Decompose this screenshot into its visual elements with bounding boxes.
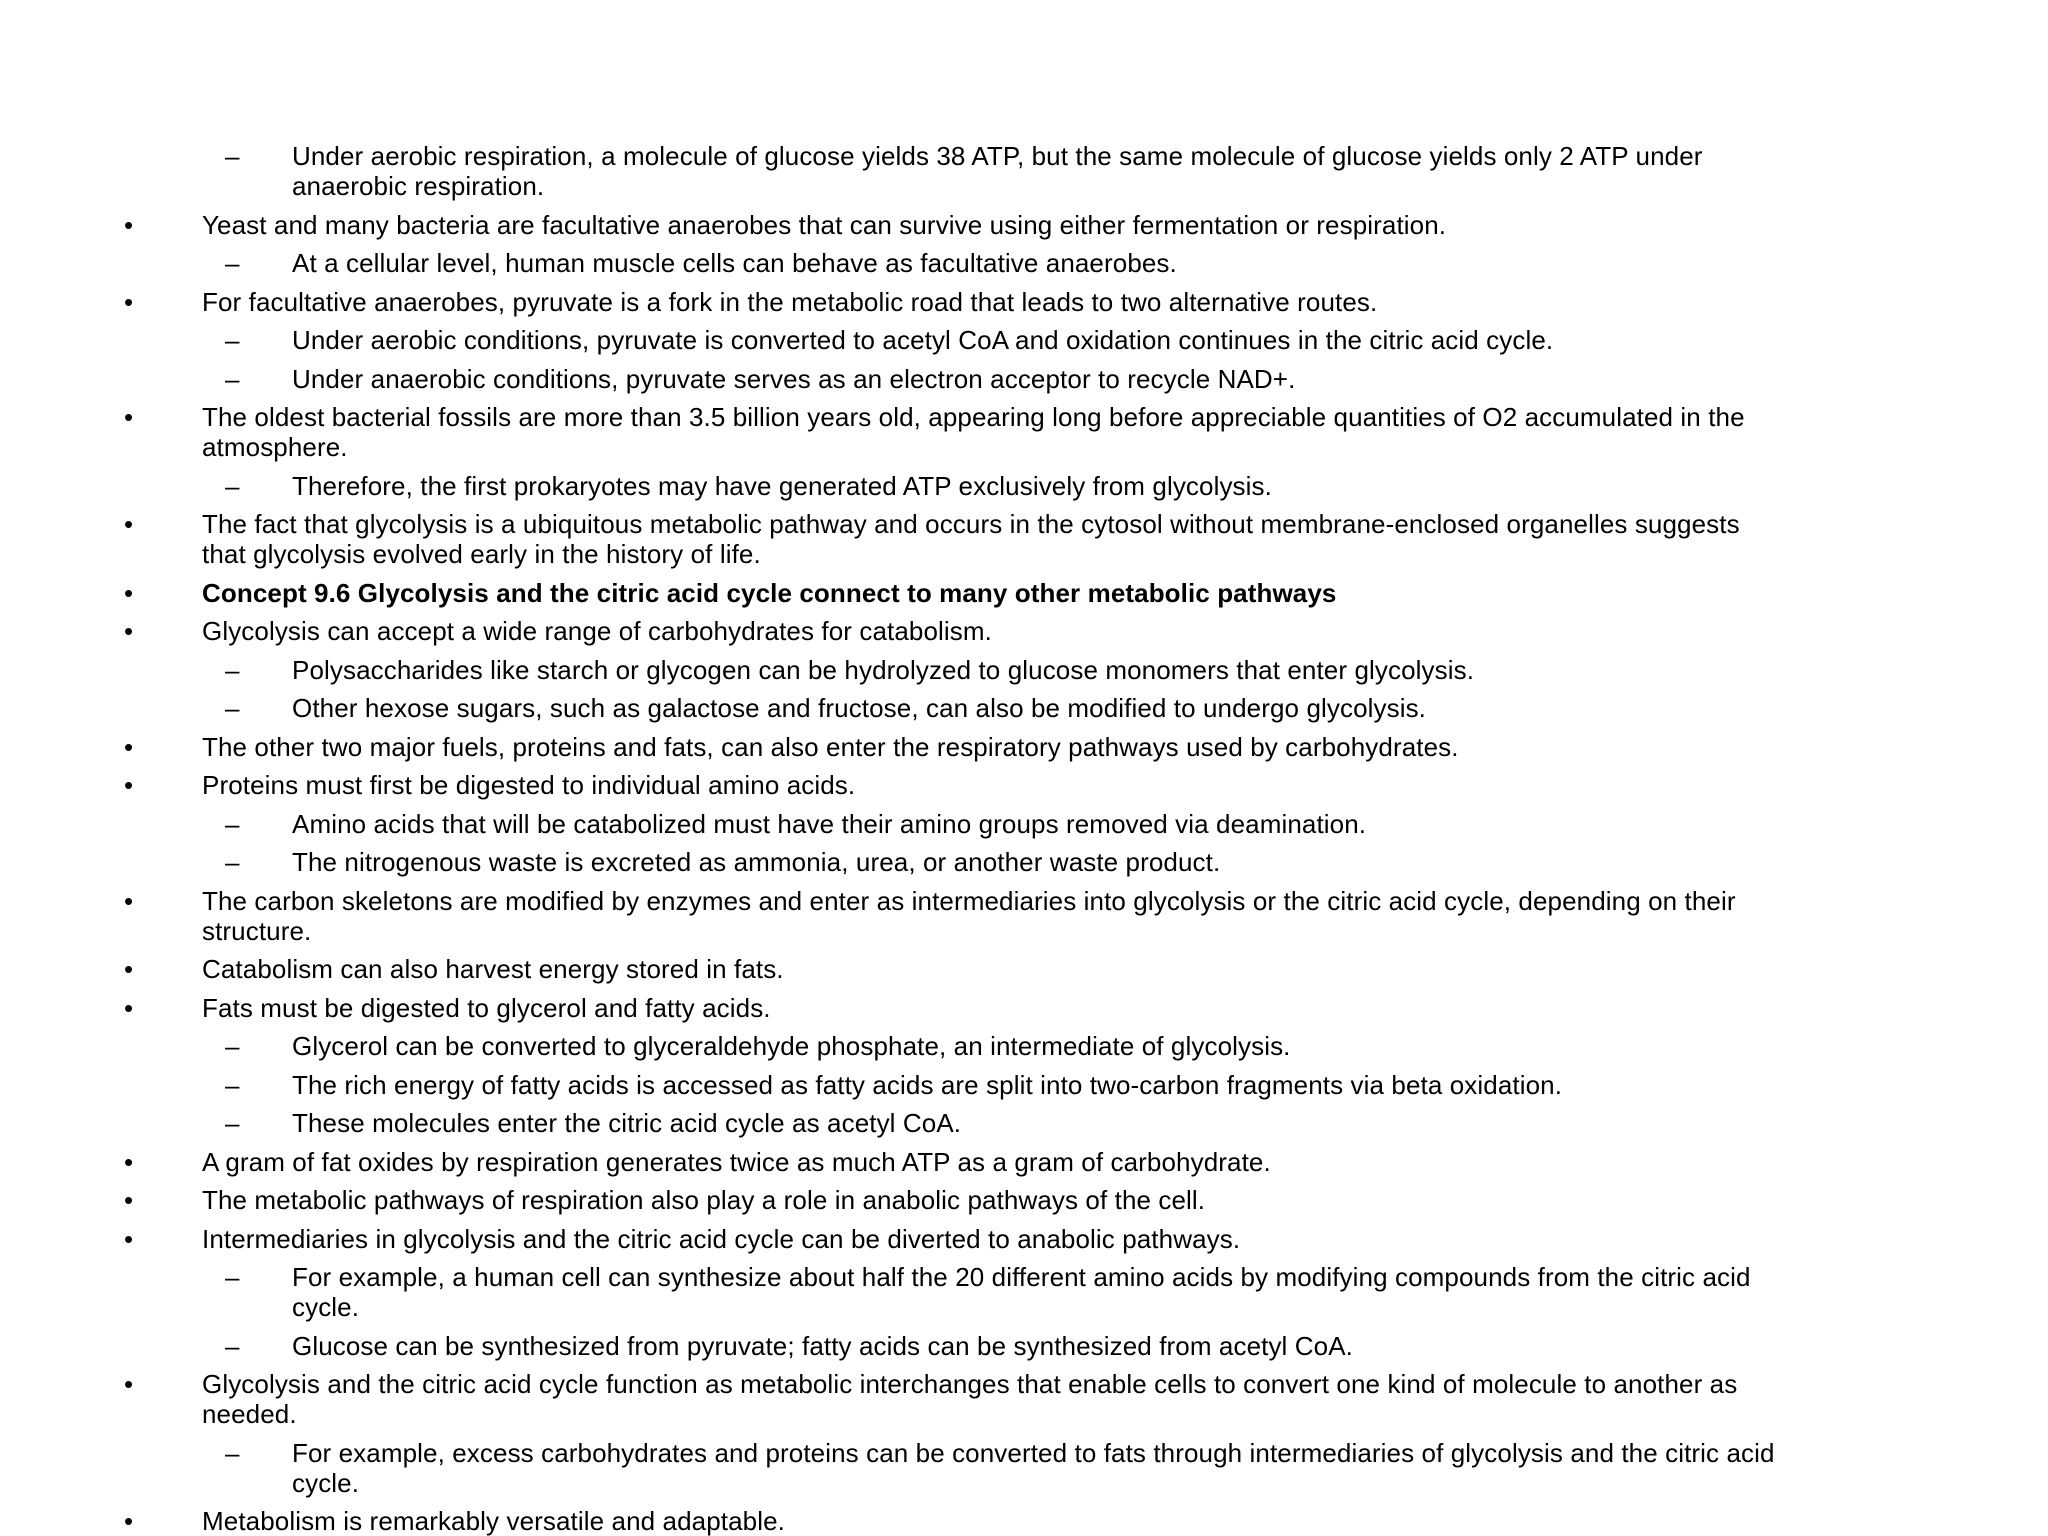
bullet-marker: • — [124, 1147, 134, 1177]
item-text: needed. — [202, 1399, 297, 1429]
dash-marker: – — [225, 364, 240, 394]
bullet-marker: • — [124, 993, 134, 1023]
dash-marker: – — [225, 1070, 240, 1100]
item-text: Glycolysis can accept a wide range of carbohydrates for catabolism. — [202, 616, 992, 646]
item-text: The nitrogenous waste is excreted as ammonia, urea, or another waste product. — [292, 847, 1221, 877]
section-heading: Concept 9.6 Glycolysis and the citric acid cycle connect to many other metabolic pathways — [202, 578, 1337, 608]
bullet-marker: • — [124, 886, 134, 916]
dash-marker: – — [225, 847, 240, 877]
item-text: The oldest bacterial fossils are more than 3.5 billion years old, appearing long before appreciable quantities of O2 accumulated in the — [202, 402, 1745, 432]
item-text: Glucose can be synthesized from pyruvate; fatty acids can be synthesized from acetyl CoA. — [292, 1331, 1353, 1361]
item-text: The other two major fuels, proteins and fats, can also enter the respiratory pathways used by carbohydrates. — [202, 732, 1459, 762]
item-text: Therefore, the first prokaryotes may have generated ATP exclusively from glycolysis. — [292, 471, 1272, 501]
item-text: For facultative anaerobes, pyruvate is a fork in the metabolic road that leads to two alternative routes. — [202, 287, 1378, 317]
item-text: structure. — [202, 916, 312, 946]
item-text: A gram of fat oxides by respiration generates twice as much ATP as a gram of carbohydrate. — [202, 1147, 1271, 1177]
item-text: Fats must be digested to glycerol and fatty acids. — [202, 993, 771, 1023]
bullet-marker: • — [124, 770, 134, 800]
item-text: Glycerol can be converted to glyceraldehyde phosphate, an intermediate of glycolysis. — [292, 1031, 1291, 1061]
item-text: Glycolysis and the citric acid cycle function as metabolic interchanges that enable cells to convert one kind of molecule to another as — [202, 1369, 1738, 1399]
item-text: that glycolysis evolved early in the history of life. — [202, 539, 761, 569]
item-text: Metabolism is remarkably versatile and adaptable. — [202, 1506, 785, 1536]
dash-marker: – — [225, 471, 240, 501]
item-text: The carbon skeletons are modified by enzymes and enter as intermediaries into glycolysis or the citric acid cycle, depending on their — [202, 886, 1736, 916]
bullet-marker: • — [124, 578, 134, 608]
item-text: Under aerobic respiration, a molecule of glucose yields 38 ATP, but the same molecule of glucose yields only 2 ATP under — [292, 141, 1703, 171]
dash-marker: – — [225, 1262, 240, 1292]
item-text: Other hexose sugars, such as galactose and fructose, can also be modified to undergo glycolysis. — [292, 693, 1427, 723]
bullet-marker: • — [124, 616, 134, 646]
dash-marker: – — [225, 1031, 240, 1061]
item-text: cycle. — [292, 1468, 360, 1498]
bullet-marker: • — [124, 287, 134, 317]
item-text: Proteins must first be digested to individual amino acids. — [202, 770, 856, 800]
item-text: At a cellular level, human muscle cells can behave as facultative anaerobes. — [292, 248, 1177, 278]
item-text: anaerobic respiration. — [292, 171, 545, 201]
item-text: cycle. — [292, 1292, 360, 1322]
item-text: Amino acids that will be catabolized must have their amino groups removed via deamination. — [292, 809, 1367, 839]
item-text: Catabolism can also harvest energy stored in fats. — [202, 954, 784, 984]
item-text: Under aerobic conditions, pyruvate is converted to acetyl CoA and oxidation continues in the citric acid cycle. — [292, 325, 1554, 355]
item-text: The metabolic pathways of respiration also play a role in anabolic pathways of the cell. — [202, 1185, 1206, 1215]
bullet-marker: • — [124, 509, 134, 539]
dash-marker: – — [225, 1108, 240, 1138]
item-text: atmosphere. — [202, 432, 348, 462]
item-text: Under anaerobic conditions, pyruvate serves as an electron acceptor to recycle NAD+. — [292, 364, 1296, 394]
dash-marker: – — [225, 141, 240, 171]
dash-marker: – — [225, 809, 240, 839]
dash-marker: – — [225, 1331, 240, 1361]
bullet-marker: • — [124, 954, 134, 984]
bullet-marker: • — [124, 732, 134, 762]
bullet-marker: • — [124, 1185, 134, 1215]
bullet-marker: • — [124, 1369, 134, 1399]
dash-marker: – — [225, 1438, 240, 1468]
dash-marker: – — [225, 325, 240, 355]
item-text: For example, excess carbohydrates and proteins can be converted to fats through intermediaries of glycolysis and the citric acid — [292, 1438, 1775, 1468]
dash-marker: – — [225, 655, 240, 685]
item-text: The rich energy of fatty acids is accessed as fatty acids are split into two-carbon fragments via beta oxidation. — [292, 1070, 1563, 1100]
dash-marker: – — [225, 693, 240, 723]
dash-marker: – — [225, 248, 240, 278]
item-text: For example, a human cell can synthesize about half the 20 different amino acids by modifying compounds from the citric acid — [292, 1262, 1751, 1292]
item-text: Yeast and many bacteria are facultative anaerobes that can survive using either fermentation or respiration. — [202, 210, 1447, 240]
item-text: Polysaccharides like starch or glycogen can be hydrolyzed to glucose monomers that enter glycolysis. — [292, 655, 1475, 685]
item-text: The fact that glycolysis is a ubiquitous metabolic pathway and occurs in the cytosol without membrane-enclosed organelles suggests — [202, 509, 1740, 539]
item-text: Intermediaries in glycolysis and the citric acid cycle can be diverted to anabolic pathways. — [202, 1224, 1241, 1254]
bullet-marker: • — [124, 1224, 134, 1254]
bullet-marker: • — [124, 210, 134, 240]
bullet-marker: • — [124, 402, 134, 432]
item-text: These molecules enter the citric acid cycle as acetyl CoA. — [292, 1108, 962, 1138]
bullet-marker: • — [124, 1506, 134, 1536]
